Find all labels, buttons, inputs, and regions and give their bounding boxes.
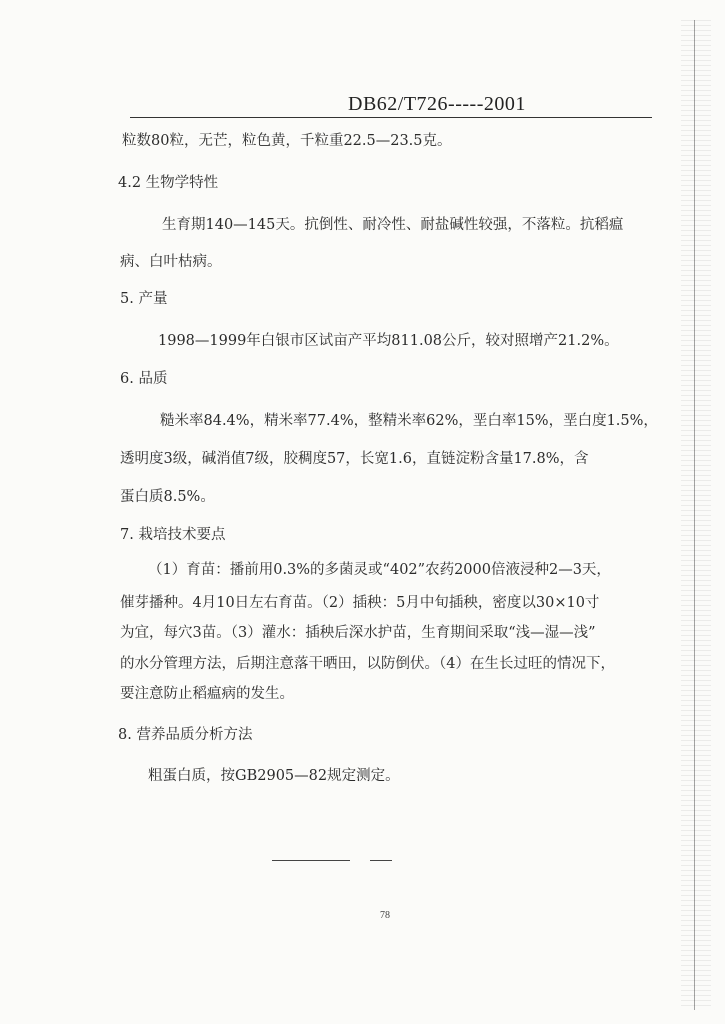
text-line-10: 蛋白质8.5%。 <box>120 489 215 505</box>
text-line-12: （1）育苗：播前用0.3%的多菌灵或“402”农药2000倍液浸种2—3天， <box>148 562 611 578</box>
header-rule <box>130 117 652 118</box>
section-heading-8: 8. 营养品质分析方法 <box>118 727 253 743</box>
text-line-3: 生育期140—145天。抗倒性、耐冷性、耐盐碱性较强，不落粒。抗稻瘟 <box>162 217 624 233</box>
text-line-15: 的水分管理方法，后期注意落干晒田，以防倒伏。（4）在生长过旺的情况下， <box>120 656 615 672</box>
section-heading-6: 6. 品质 <box>120 371 168 387</box>
footer-rule-right <box>370 860 392 861</box>
footer-rule-left <box>272 860 350 861</box>
text-line-4: 病、白叶枯病。 <box>120 254 222 270</box>
section-heading-4-2: 4.2 生物学特性 <box>118 175 219 191</box>
text-line-1: 粒数80粒，无芒，粒色黄，千粒重22.5—23.5克。 <box>122 133 452 149</box>
standard-number: DB62/T726-----2001 <box>348 93 526 115</box>
scan-edge-noise <box>681 20 711 1010</box>
text-line-9: 透明度3级，碱消值7级，胶稠度57，长宽1.6，直链淀粉含量17.8%，含 <box>120 451 589 467</box>
text-line-13: 催芽播种。4月10日左右育苗。（2）插秧：5月中旬插秧，密度以30×10寸 <box>120 595 600 611</box>
scan-edge-line <box>694 20 695 1010</box>
text-line-16: 要注意防止稻瘟病的发生。 <box>120 686 294 702</box>
page-number: 78 <box>380 910 390 921</box>
text-line-14: 为宜，每穴3苗。（3）灌水：插秧后深水护苗，生育期间采取“浅—湿—浅” <box>120 625 596 641</box>
text-line-8: 糙米率84.4%，精米率77.4%，整精米率62%，垩白率15%，垩白度1.5%， <box>160 413 658 429</box>
page-header <box>130 92 652 122</box>
section-heading-5: 5. 产量 <box>120 291 168 307</box>
text-line-18: 粗蛋白质，按GB2905—82规定测定。 <box>148 768 400 784</box>
text-line-6: 1998—1999年白银市区试亩产平均811.08公斤，较对照增产21.2%。 <box>158 333 619 349</box>
section-heading-7: 7. 栽培技术要点 <box>120 527 226 543</box>
